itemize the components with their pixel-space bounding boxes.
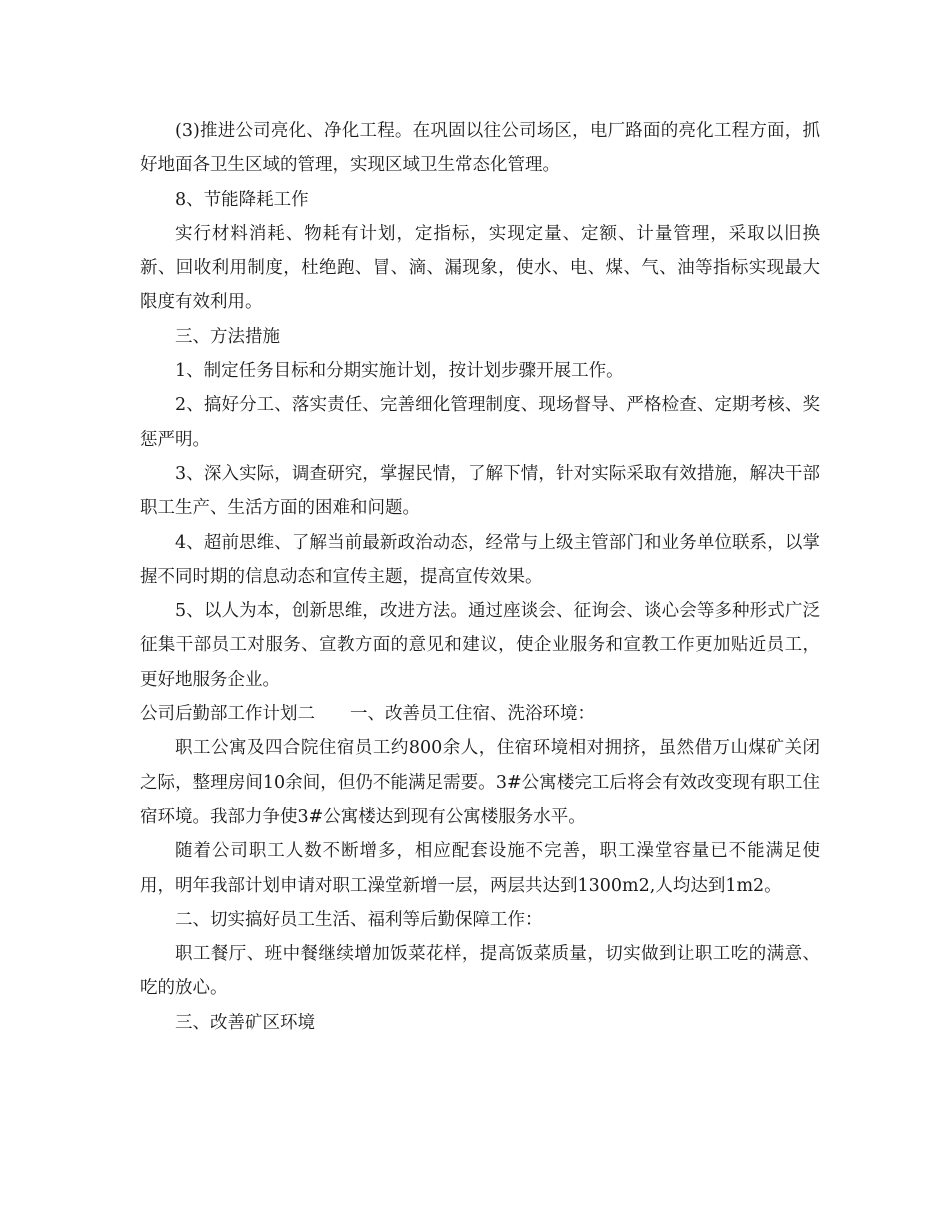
- paragraph: (3)推进公司亮化、净化工程。在巩固以往公司场区，电厂路面的亮化工程方面，抓好地面各卫生区域的管理，实现区域卫生常态化管理。: [140, 121, 820, 176]
- document-body: [140, 114, 820, 1040]
- paragraph: 职工餐厅、班中餐继续增加饭菜花样，提高饭菜质量，切实做到让职工吃的满意、吃的放心。: [140, 944, 820, 999]
- section-heading: 三、改善矿区环境: [175, 1012, 315, 1033]
- paragraph: 随着公司职工人数不断增多，相应配套设施不完善，职工澡堂容量已不能满足使用，明年我部计划申请对职工澡堂新增一层，两层共达到1300m2,人均达到1m2。: [140, 841, 820, 896]
- paragraph: 职工公寓及四合院住宿员工约800余人，住宿环境相对拥挤，虽然借万山煤矿关闭之际，整理房间10余间，但仍不能满足需要。3#公寓楼完工后将会有效改变现有职工住宿环境。我部力争使3#公寓楼达到现有公寓楼服务水平。: [140, 738, 820, 827]
- paragraph: 实行材料消耗、物耗有计划，定指标，实现定量、定额、计量管理，采取以旧换新、回收利用制度，杜绝跑、冒、滴、漏现象，使水、电、煤、气、油等指标实现最大限度有效利用。: [140, 223, 820, 313]
- section-heading: 8、节能降耗工作: [175, 189, 309, 210]
- section-heading: 二、切实搞好员工生活、福利等后勤保障工作：: [175, 909, 543, 930]
- document-title-line: 公司后勤部工作计划二 一、改善员工住宿、洗浴环境：: [140, 704, 595, 725]
- list-item: 5、以人为本，创新思维，改进方法。通过座谈会、征询会、谈心会等多种形式广泛征集干部员工对服务、宣教方面的意见和建议，使企业服务和宣教工作更加贴近员工，更好地服务企业。: [140, 601, 820, 690]
- list-item: 3、深入实际，调查研究，掌握民情，了解下情，针对实际采取有效措施，解决干部职工生产、生活方面的困难和问题。: [140, 463, 820, 519]
- list-item: 2、搞好分工、落实责任、完善细化管理制度、现场督导、严格检查、定期考核、奖惩严明。: [140, 395, 820, 450]
- list-item: 4、超前思维、了解当前最新政治动态，经常与上级主管部门和业务单位联系，以掌握不同时期的信息动态和宣传主题，提高宣传效果。: [140, 532, 820, 587]
- section-heading: 三、方法措施: [175, 326, 280, 347]
- list-item: 1、制定任务目标和分期实施计划，按计划步骤开展工作。: [175, 361, 624, 382]
